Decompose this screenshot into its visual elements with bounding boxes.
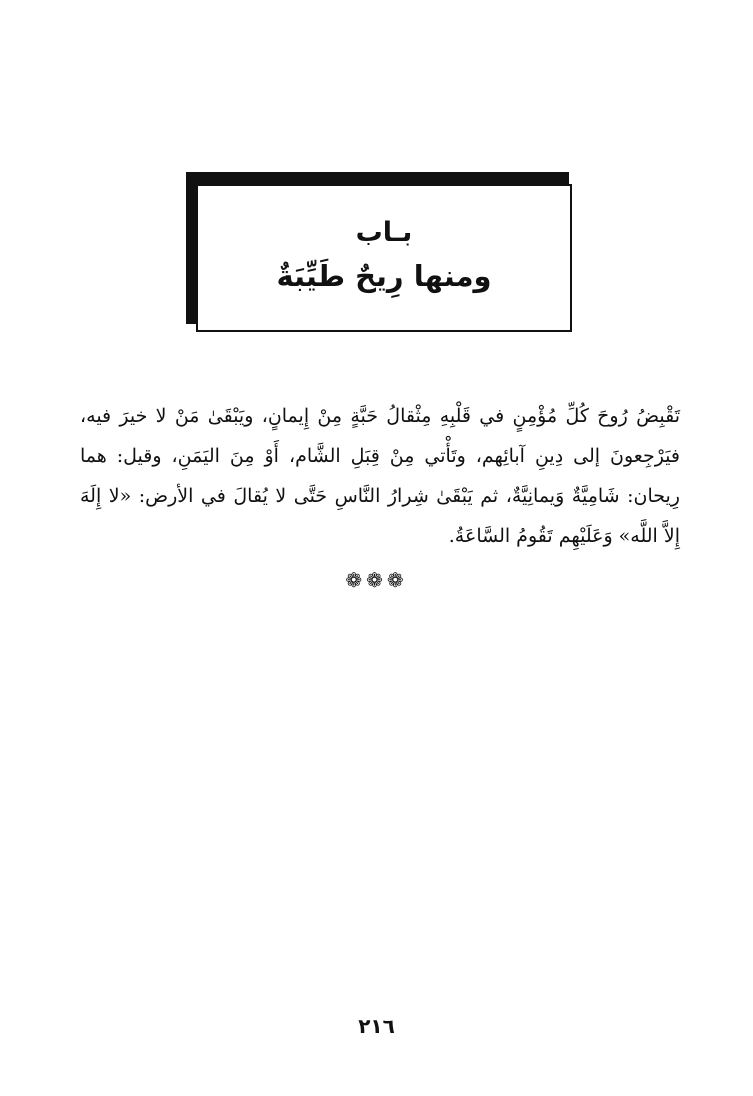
flower-ornament-icon: ❁❁❁ (345, 568, 408, 592)
page-number: ٢١٦ (358, 1014, 395, 1038)
body-text (80, 396, 680, 556)
chapter-title: ومنها رِيحٌ طَيِّبَةٌ (276, 259, 492, 293)
chapter-title-box (196, 184, 572, 332)
body-paragraph: تَقْبِضُ رُوحَ كُلِّ مُؤْمِنٍ في قَلْبِهِ مِثْقالُ حَبَّةٍ مِنْ إِيمانٍ، ويَبْقَىٰ مَنْ لا خيرَ فيه، فيَرْجِعونَ إلى دِينِ آبائِهم، وتَأْتي مِنْ قِبَلِ الشَّام، أَوْ مِنَ اليَمَنِ، وقيل: هما رِيحان: شَامِيَّةٌ وَيمانِيَّةٌ، ثم يَبْقَىٰ شِرارُ النَّاسِ حَتَّى لا يُقالَ في الأرض: «لا إِلَهَ إِلاَّ اللَّه» وَعَلَيْهِم تَقُومُ السَّاعَةُ. (80, 405, 680, 547)
chapter-label: بـاب (355, 217, 413, 248)
